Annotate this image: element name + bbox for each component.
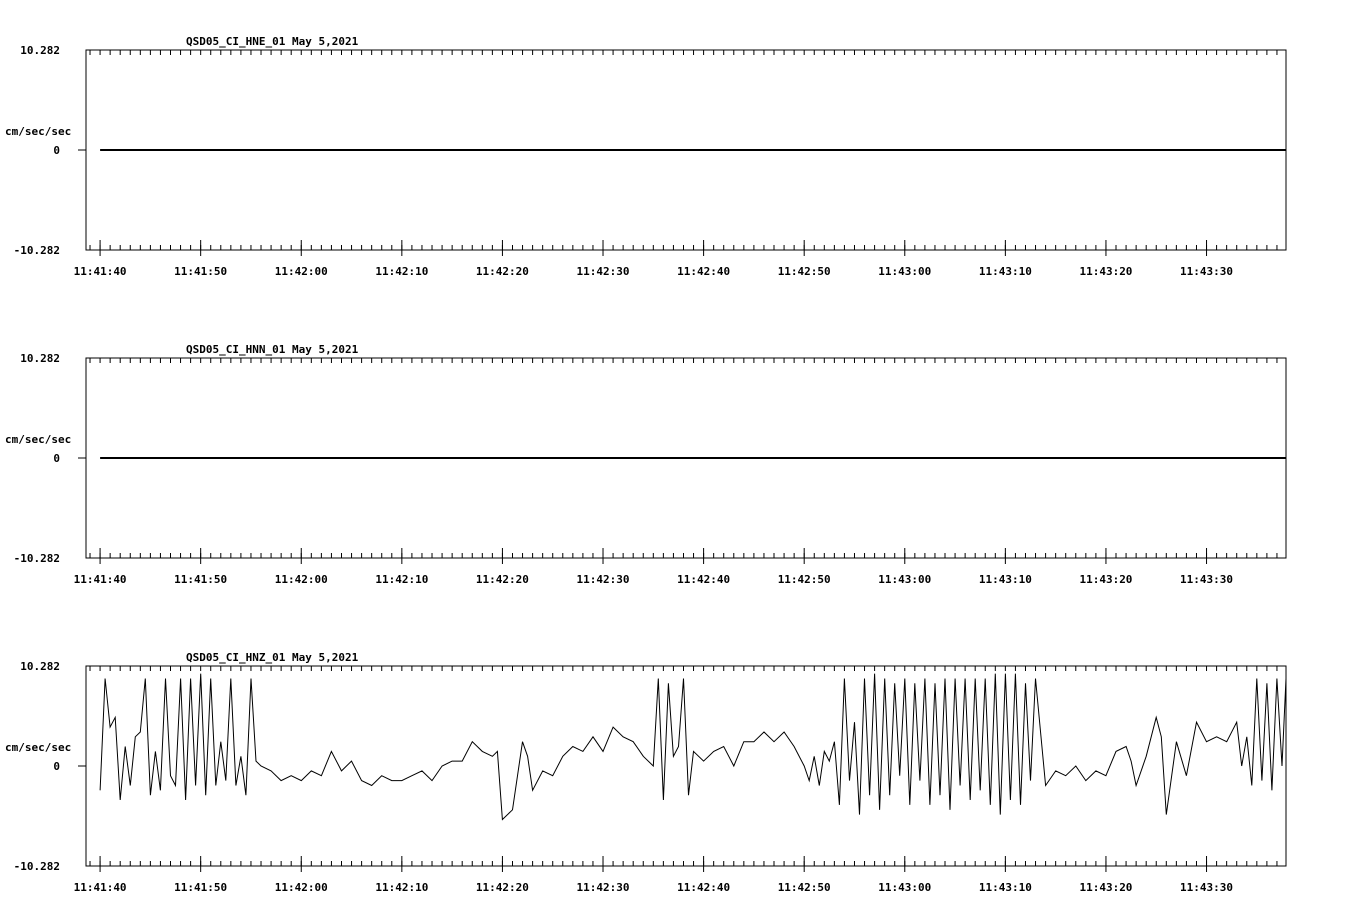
x-tick-label: 11:41:40 bbox=[73, 881, 127, 894]
x-tick-label: 11:41:50 bbox=[174, 573, 228, 586]
x-tick-label: 11:42:30 bbox=[576, 265, 630, 278]
x-tick-label: 11:42:10 bbox=[375, 265, 429, 278]
plot-frame bbox=[86, 666, 1286, 866]
y-tick-label-top: 10.282 bbox=[20, 44, 60, 57]
x-tick-label: 11:42:00 bbox=[274, 573, 328, 586]
x-tick-label: 11:42:30 bbox=[576, 573, 630, 586]
x-tick-label: 11:42:40 bbox=[677, 881, 731, 894]
x-tick-label: 11:43:20 bbox=[1079, 881, 1133, 894]
x-tick-label: 11:42:40 bbox=[677, 265, 731, 278]
y-tick-label-top: 10.282 bbox=[20, 660, 60, 673]
x-tick-label: 11:43:10 bbox=[978, 881, 1032, 894]
y-tick-label-bottom: -10.282 bbox=[13, 244, 60, 257]
x-tick-label: 11:43:00 bbox=[878, 265, 932, 278]
x-tick-label: 11:42:10 bbox=[375, 573, 429, 586]
x-tick-label: 11:42:50 bbox=[777, 265, 831, 278]
x-tick-label: 11:41:50 bbox=[174, 881, 228, 894]
x-tick-label: 11:41:50 bbox=[174, 265, 228, 278]
x-tick-label: 11:41:40 bbox=[73, 573, 127, 586]
seismogram-panel-3 bbox=[5, 651, 1286, 894]
y-tick-label-zero: 0 bbox=[53, 452, 60, 465]
seismogram-panel-1 bbox=[5, 35, 1286, 278]
panel-title: QSD05_CI_HNZ_01 May 5,2021 bbox=[186, 651, 359, 664]
y-tick-label-zero: 0 bbox=[53, 144, 60, 157]
x-tick-label: 11:42:30 bbox=[576, 881, 630, 894]
x-tick-label: 11:42:20 bbox=[475, 265, 529, 278]
y-tick-label-top: 10.282 bbox=[20, 352, 60, 365]
seismogram-panel-2 bbox=[5, 343, 1286, 586]
y-tick-label-bottom: -10.282 bbox=[13, 552, 60, 565]
y-axis-label: cm/sec/sec bbox=[5, 433, 72, 446]
x-minor-ticks bbox=[90, 666, 1277, 866]
panel-title: QSD05_CI_HNN_01 May 5,2021 bbox=[186, 343, 359, 356]
x-tick-label: 11:43:20 bbox=[1079, 265, 1133, 278]
x-tick-label: 11:43:30 bbox=[1180, 265, 1234, 278]
y-axis-label: cm/sec/sec bbox=[5, 125, 72, 138]
x-tick-label: 11:43:10 bbox=[978, 265, 1032, 278]
x-tick-label: 11:42:00 bbox=[274, 265, 328, 278]
x-tick-label: 11:42:20 bbox=[475, 881, 529, 894]
x-tick-label: 11:43:00 bbox=[878, 573, 932, 586]
x-tick-label: 11:42:50 bbox=[777, 573, 831, 586]
y-axis-label: cm/sec/sec bbox=[5, 741, 72, 754]
x-tick-label: 11:41:40 bbox=[73, 265, 127, 278]
x-tick-label: 11:42:50 bbox=[777, 881, 831, 894]
x-tick-label: 11:43:20 bbox=[1079, 573, 1133, 586]
y-tick-label-bottom: -10.282 bbox=[13, 860, 60, 873]
x-tick-label: 11:42:40 bbox=[677, 573, 731, 586]
x-tick-label: 11:43:30 bbox=[1180, 573, 1234, 586]
y-tick-label-zero: 0 bbox=[53, 760, 60, 773]
x-tick-label: 11:42:00 bbox=[274, 881, 328, 894]
x-tick-label: 11:43:30 bbox=[1180, 881, 1234, 894]
x-tick-label: 11:43:00 bbox=[878, 881, 932, 894]
x-tick-label: 11:43:10 bbox=[978, 573, 1032, 586]
x-tick-label: 11:42:20 bbox=[475, 573, 529, 586]
panel-title: QSD05_CI_HNE_01 May 5,2021 bbox=[186, 35, 359, 48]
waveform-trace bbox=[100, 674, 1286, 820]
x-tick-label: 11:42:10 bbox=[375, 881, 429, 894]
